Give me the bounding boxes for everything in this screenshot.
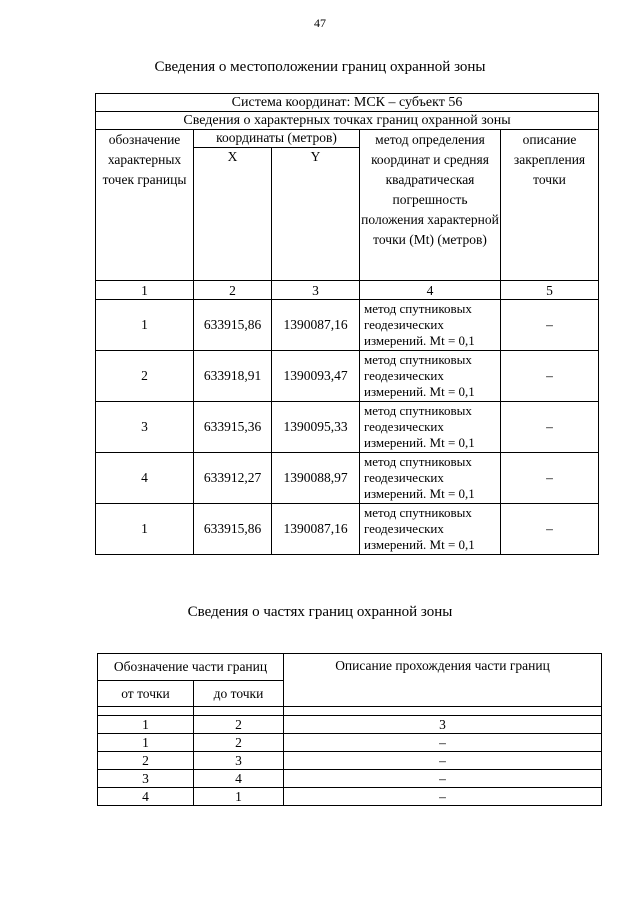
from-point-header: от точки [98,681,194,707]
description-cell: – [501,300,599,351]
method-cell: метод спутниковых геодезических измерений. Mt = 0,1 [360,300,501,351]
boundary-parts-table [97,653,602,806]
table-row [96,351,599,402]
y-cell: 1390093,47 [272,351,360,402]
point-cell: 4 [96,453,194,504]
x-cell: 633915,86 [194,300,272,351]
method-cell: метод спутниковых геодезических измерений. Mt = 0,1 [360,351,501,402]
column-number: 1 [96,281,194,300]
spacer-cell [194,707,284,716]
x-cell: 633915,36 [194,402,272,453]
page-number: 47 [314,16,326,30]
table-row [96,402,599,453]
description-cell: – [501,453,599,504]
column-number: 3 [272,281,360,300]
table-row [96,300,599,351]
column-number: 2 [194,281,272,300]
column-number: 4 [360,281,501,300]
y-cell: 1390095,33 [272,402,360,453]
x-cell: 633918,91 [194,351,272,402]
method-cell: метод спутниковых геодезических измерений. Mt = 0,1 [360,504,501,555]
method-cell: метод спутниковых геодезических измерений. Mt = 0,1 [360,453,501,504]
x-cell: 633915,86 [194,504,272,555]
part-description-header: Описание прохождения части границ [284,654,602,707]
to-cell: 1 [194,788,284,806]
to-cell: 2 [194,734,284,752]
boundary-points-table [95,93,599,555]
table-row [96,504,599,555]
table-row [98,788,602,806]
description-column-header: описание закрепления точки [501,130,599,281]
x-cell: 633912,27 [194,453,272,504]
table-row [98,734,602,752]
coord-system-header: Система координат: МСК – субъект 56 [96,94,599,112]
description-cell: – [501,402,599,453]
description-cell: – [501,504,599,555]
description-cell: – [284,752,602,770]
to-point-header: до точки [194,681,284,707]
section1-title: Сведения о местоположении границ охранной зоны [154,59,486,75]
from-cell: 3 [98,770,194,788]
section2-title: Сведения о частях границ охранной зоны [187,604,453,620]
spacer-cell [284,707,602,716]
designation-column-header: обозначение характерных точек границы [96,130,194,281]
table-row [96,453,599,504]
points-subheader: Сведения о характерных точках границ охранной зоны [96,112,599,130]
column-number-row [98,716,602,734]
x-column-header: X [194,148,272,281]
point-cell: 3 [96,402,194,453]
column-number: 1 [98,716,194,734]
description-cell: – [284,770,602,788]
method-column-header: метод определения координат и средняя квадратическая погрешность положения характерной точки (Mt) (метров) [360,130,501,281]
y-cell: 1390087,16 [272,504,360,555]
y-cell: 1390087,16 [272,300,360,351]
to-cell: 3 [194,752,284,770]
method-cell: метод спутниковых геодезических измерений. Mt = 0,1 [360,402,501,453]
column-number: 2 [194,716,284,734]
column-number: 5 [501,281,599,300]
description-cell: – [284,788,602,806]
from-cell: 1 [98,734,194,752]
from-cell: 4 [98,788,194,806]
y-column-header: Y [272,148,360,281]
part-designation-header: Обозначение части границ [98,654,284,681]
spacer-cell [98,707,194,716]
column-number-row [96,281,599,300]
table-row [98,770,602,788]
point-cell: 1 [96,300,194,351]
y-cell: 1390088,97 [272,453,360,504]
point-cell: 1 [96,504,194,555]
to-cell: 4 [194,770,284,788]
coordinates-column-header: координаты (метров) [194,130,360,148]
table-row [98,752,602,770]
from-cell: 2 [98,752,194,770]
description-cell: – [284,734,602,752]
point-cell: 2 [96,351,194,402]
column-number: 3 [284,716,602,734]
description-cell: – [501,351,599,402]
